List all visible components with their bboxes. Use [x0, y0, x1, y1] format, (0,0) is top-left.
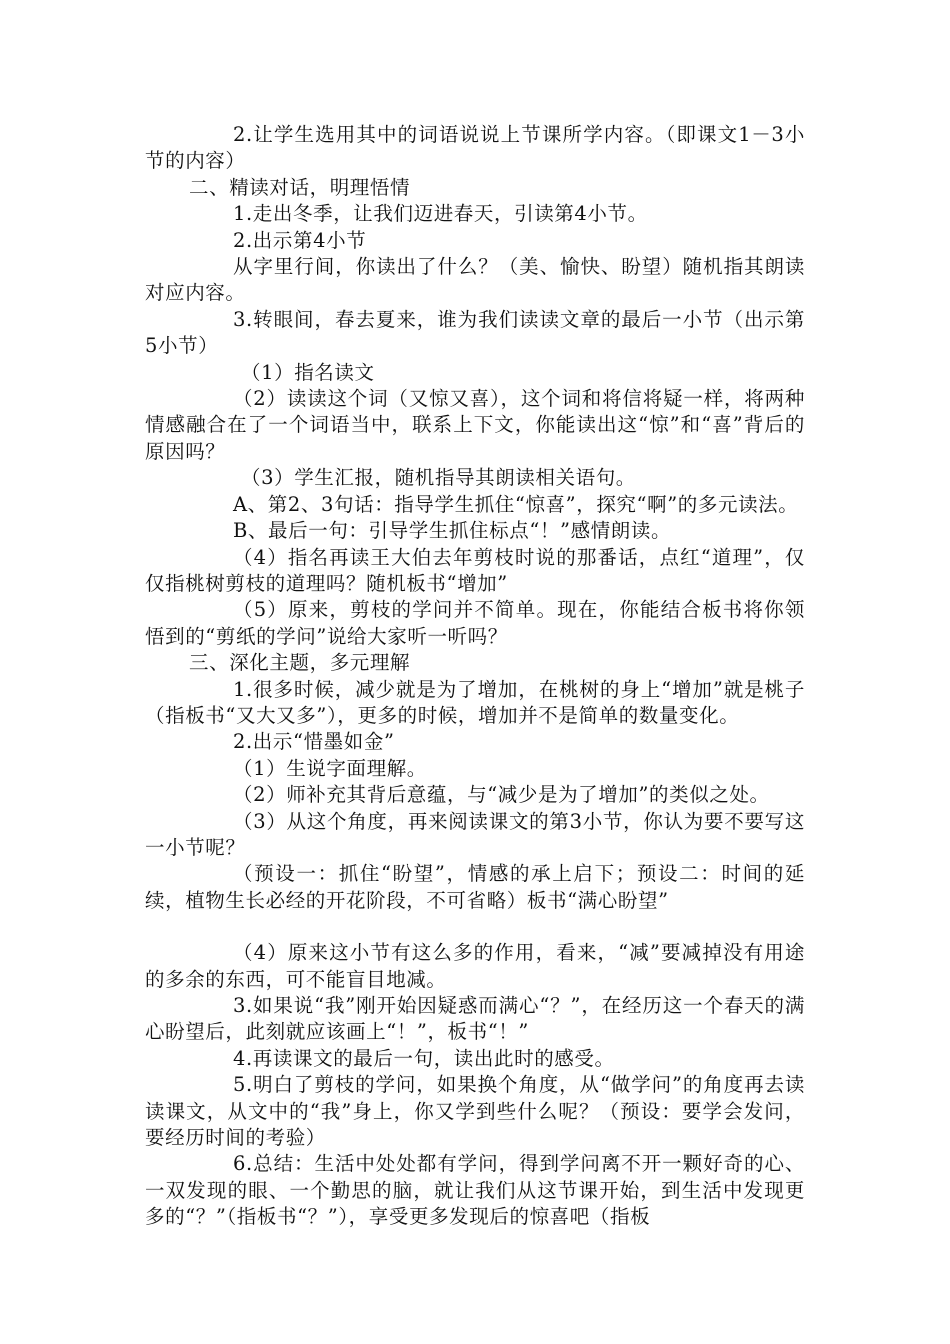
paragraph: B、最后一句：引导学生抓住标点“！”感情朗读。: [233, 519, 672, 543]
paragraph: 2.出示“惜墨如金”: [233, 730, 395, 754]
paragraph: 二、精读对话，明理悟情: [189, 175, 411, 199]
paragraph: 5.明白了剪枝的学问，如果换个角度，从“做学问”的角度再去读读课文，从文中的“我”身上，你又学到些什么呢？（预设：要学会发问，要经历时间的考验）: [145, 1073, 805, 1150]
paragraph: （2）师补充其背后意蕴，与“减少是为了增加”的类似之处。: [233, 783, 770, 807]
paragraph: （1）指名读文: [241, 360, 375, 384]
paragraph: 2.让学生选用其中的词语说说上节课所学内容。（即课文1－3小节的内容）: [145, 123, 805, 173]
paragraph: 三、深化主题，多元理解: [189, 651, 411, 675]
paragraph: 6.总结：生活中处处都有学问，得到学问离不开一颗好奇的心、一双发现的眼、一个勤思的脑，就让我们从这节课开始，到生活中发现更多的“？”（指板书“？”），享受更多发现后的惊喜吧（指板: [145, 1152, 805, 1229]
paragraph: （5）原来，剪枝的学问并不简单。现在，你能结合板书将你领悟到的“剪纸的学问”说给大家听一听吗？: [145, 598, 805, 648]
paragraph: （2）读读这个词（又惊又喜），这个词和将信将疑一样，将两种情感融合在了一个词语当中，联系上下文，你能读出这“惊”和“喜”背后的原因吗？: [145, 387, 805, 463]
blank-line: [145, 914, 805, 940]
paragraph: 3.转眼间，春去夏来，谁为我们读读文章的最后一小节（出示第5小节）: [145, 307, 805, 358]
paragraph: （预设一：抓住“盼望”，情感的承上启下；预设二：时间的延续，植物生长必经的开花阶段，不可省略）板书“满心盼望”: [145, 862, 805, 912]
paragraph: A、第2、3句话：指导学生抓住“惊喜”，探究“啊”的多元读法。: [233, 492, 799, 516]
paragraph: （4）原来这小节有这么多的作用，看来，“减”要减掉没有用途的多余的东西，可不能盲目地减。: [145, 941, 805, 991]
paragraph: 3.如果说“我”刚开始因疑惑而满心“？”，在经历这一个春天的满心盼望后，此刻就应该画上“！”，板书“！”: [145, 994, 805, 1044]
paragraph: （4）指名再读王大伯去年剪枝时说的那番话，点红“道理”，仅仅指桃树剪枝的道理吗？随机板书“增加”: [145, 545, 805, 595]
paragraph: 1.很多时候，减少就是为了增加，在桃树的身上“增加”就是桃子（指板书“又大又多”），更多的时候，增加并不是简单的数量变化。: [145, 677, 805, 727]
paragraph: 从字里行间，你读出了什么？（美、愉快、盼望）随机指其朗读对应内容。: [145, 255, 805, 305]
paragraph: （3）从这个角度，再来阅读课文的第3小节，你认为要不要写这一小节呢？: [145, 809, 805, 859]
paragraph: 4.再读课文的最后一句，读出此时的感受。: [233, 1046, 615, 1070]
paragraph: （1）生说字面理解。: [233, 756, 427, 780]
paragraph: 1.走出冬季，让我们迈进春天，引读第4小节。: [233, 202, 648, 226]
paragraph: 2.出示第4小节: [233, 228, 367, 252]
paragraph: （3）学生汇报，随机指导其朗读相关语句。: [241, 466, 636, 490]
document-page: [145, 122, 805, 1231]
